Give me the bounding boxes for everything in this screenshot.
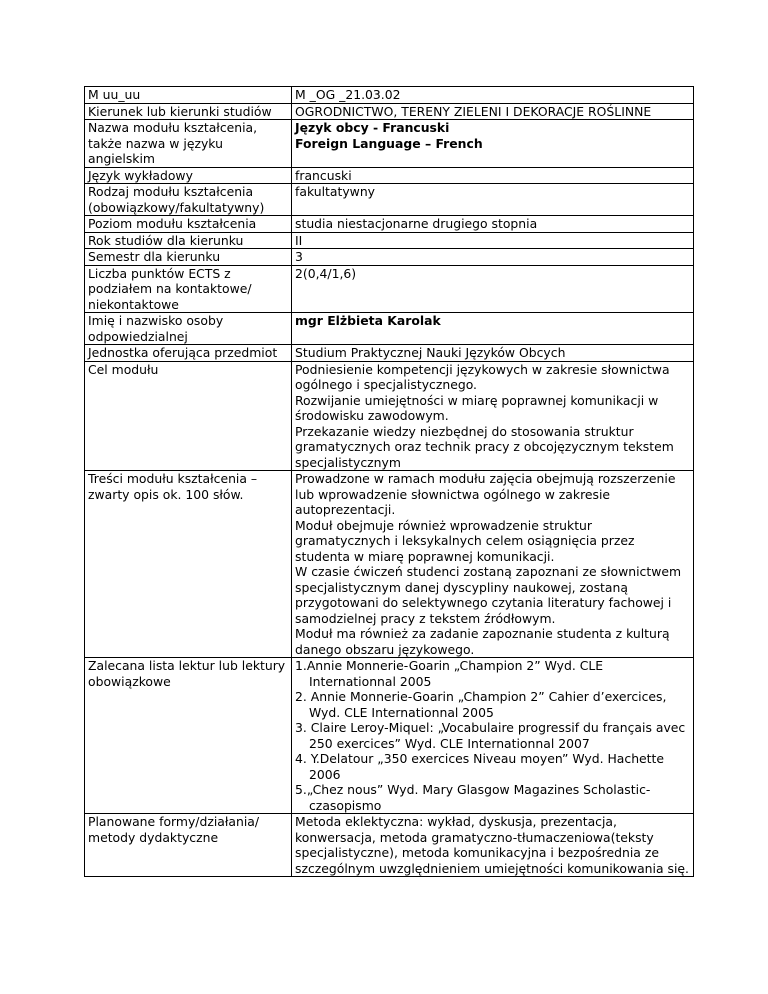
row-label: M uu_uu — [85, 87, 292, 104]
row-label: Rodzaj modułu kształcenia (obowiązkowy/fakultatywny) — [85, 184, 292, 216]
table-row — [85, 814, 694, 877]
content-paragraph: W czasie ćwiczeń studenci zostaną zapoznani ze słownictwem specjalistycznym danej dyscypliny naukowej, zostaną przygotowani do selektywnego czytania literatury fachowej i samodzielnej pracy z tekstem źródłowym. — [295, 564, 682, 626]
table-row — [85, 658, 694, 814]
table-row — [85, 471, 694, 658]
module-name-english: Foreign Language – French — [295, 135, 483, 151]
reading-list-item: 3. Claire Leroy-Miquel: „Vocabulaire progressif du français avec 250 exercices” Wyd. CLE Internationnal 2007 — [295, 720, 686, 751]
content-paragraph: Prowadzone w ramach modułu zajęcia obejmują rozszerzenie lub wprowadzenie słownictwa ogólnego w zakresie autoprezentacji. — [295, 471, 676, 517]
table-row — [85, 87, 694, 104]
row-label: Kierunek lub kierunki studiów — [85, 103, 292, 120]
row-label: Język wykładowy — [85, 167, 292, 184]
module-description-document — [84, 86, 689, 877]
row-label: Jednostka oferująca przedmiot — [85, 345, 292, 362]
row-label: Imię i nazwisko osoby odpowiedzialnej — [85, 313, 292, 345]
row-label: Treści modułu kształcenia – zwarty opis ok. 100 słów. — [85, 471, 292, 658]
module-content — [292, 471, 694, 658]
module-syllabus-table — [84, 86, 694, 877]
offering-unit: Studium Praktycznej Nauki Języków Obcych — [292, 345, 694, 362]
content-paragraph: Moduł ma również za zadanie zapoznanie studenta z kulturą danego obszaru językowego. — [295, 626, 670, 657]
reading-list-item: 2. Annie Monnerie-Goarin „Champion 2” Cahier d’exercices, Wyd. CLE Internationnal 2005 — [295, 689, 667, 720]
table-row — [85, 216, 694, 233]
row-label: Semestr dla kierunku — [85, 249, 292, 266]
module-type: fakultatywny — [292, 184, 694, 216]
reading-list-item: 5.„Chez nous” Wyd. Mary Glasgow Magazines Scholastic-czasopismo — [295, 782, 651, 813]
reading-list — [292, 658, 694, 814]
table-row — [85, 184, 694, 216]
row-label: Nazwa modułu kształcenia, także nazwa w języku angielskim — [85, 120, 292, 168]
study-year: II — [292, 232, 694, 249]
table-row — [85, 167, 694, 184]
table-row — [85, 313, 694, 345]
goal-paragraph: Rozwijanie umiejętności w miarę poprawnej komunikacji w środowisku zawodowym. — [295, 392, 659, 423]
row-label: Poziom modułu kształcenia — [85, 216, 292, 233]
table-row — [85, 249, 694, 266]
ects-points: 2(0,4/1,6) — [292, 265, 694, 313]
table-row — [85, 103, 694, 120]
semester: 3 — [292, 249, 694, 266]
module-name-polish: Język obcy - Francuski — [295, 120, 450, 135]
row-label: Planowane formy/działania/ metody dydaktyczne — [85, 814, 292, 877]
table-row — [85, 232, 694, 249]
teaching-language: francuski — [292, 167, 694, 184]
module-level: studia niestacjonarne drugiego stopnia — [292, 216, 694, 233]
module-name — [292, 120, 694, 168]
table-row — [85, 120, 694, 168]
goal-paragraph: Przekazanie wiedzy niezbędnej do stosowania struktur gramatycznych oraz technik pracy z obcojęzycznym tekstem specjalistycznym — [295, 423, 674, 470]
responsible-person: mgr Elżbieta Karolak — [292, 313, 694, 345]
row-label: Zalecana lista lektur lub lektury obowiązkowe — [85, 658, 292, 814]
table-row — [85, 361, 694, 471]
module-code: M _OG _21.03.02 — [292, 87, 694, 104]
table-row — [85, 265, 694, 313]
module-goal — [292, 361, 694, 471]
row-label: Cel modułu — [85, 361, 292, 471]
content-paragraph: Moduł obejmuje również wprowadzenie struktur gramatycznych i leksykalnych celem osiągnięcia przez studenta w miarę poprawnej komunikacji. — [295, 517, 635, 564]
row-label: Rok studiów dla kierunku — [85, 232, 292, 249]
reading-list-item: 4. Y.Delatour „350 exercices Niveau moyen” Wyd. Hachette 2006 — [295, 751, 665, 782]
field-of-study: OGRODNICTWO, TERENY ZIELENI I DEKORACJE ROŚLINNE — [292, 103, 694, 120]
goal-paragraph: Podniesienie kompetencji językowych w zakresie słownictwa ogólnego i specjalistycznego. — [295, 361, 670, 392]
teaching-methods: Metoda eklektyczna: wykład, dyskusja, prezentacja, konwersacja, metoda gramatyczno-tłumaczeniowa(teksty specjalistyczne), metoda komunikacyjna i bezpośrednia ze szczególnym uwzględnieniem umiejętności komunikowania się. — [292, 814, 694, 877]
row-label: Liczba punktów ECTS z podziałem na kontaktowe/ niekontaktowe — [85, 265, 292, 313]
reading-list-item: 1.Annie Monnerie-Goarin „Champion 2” Wyd. CLE Internationnal 2005 — [295, 658, 604, 689]
table-row — [85, 345, 694, 362]
